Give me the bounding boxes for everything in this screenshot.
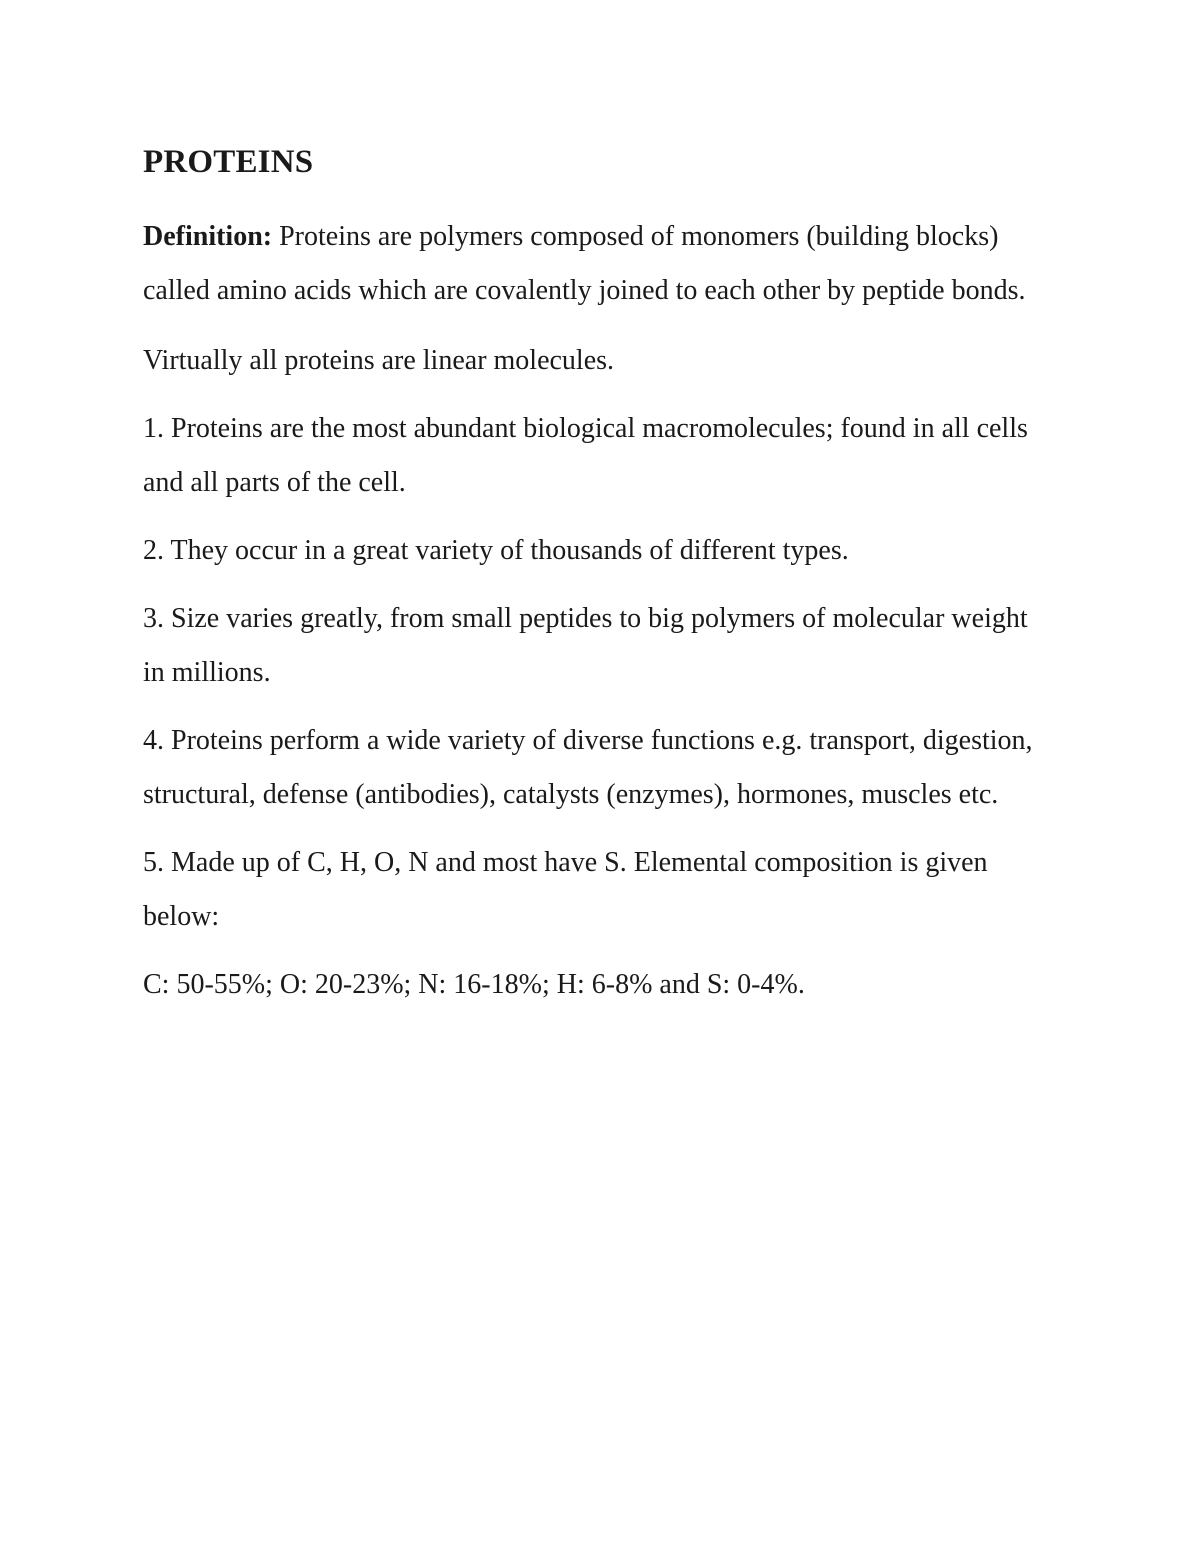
document-page [143, 140, 1053, 1026]
definition-text: Proteins are polymers composed of monomers (building blocks) called amino acids which are covalently joined to each other by peptide bonds. [143, 221, 1026, 306]
elemental-composition: C: 50-55%; O: 20-23%; N: 16-18%; H: 6-8% and S: 0-4%. [143, 969, 805, 1000]
list-item-5: 5. Made up of C, H, O, N and most have S. Elemental composition is given below: [143, 847, 988, 932]
list-item-3: 3. Size varies greatly, from small peptides to big polymers of molecular weight in millions. [143, 603, 1028, 688]
list-item-2: 2. They occur in a great variety of thousands of different types. [143, 535, 849, 566]
page-title: PROTEINS [143, 144, 314, 180]
list-item-4: 4. Proteins perform a wide variety of diverse functions e.g. transport, digestion, structural, defense (antibodies), catalysts (enzymes), hormones, muscles etc. [143, 725, 1033, 810]
paragraph-linear-molecules: Virtually all proteins are linear molecules. [143, 345, 615, 376]
definition-label: Definition: [143, 221, 273, 252]
list-item-1: 1. Proteins are the most abundant biological macromolecules; found in all cells and all parts of the cell. [143, 413, 1028, 498]
definition-paragraph [143, 210, 1053, 318]
